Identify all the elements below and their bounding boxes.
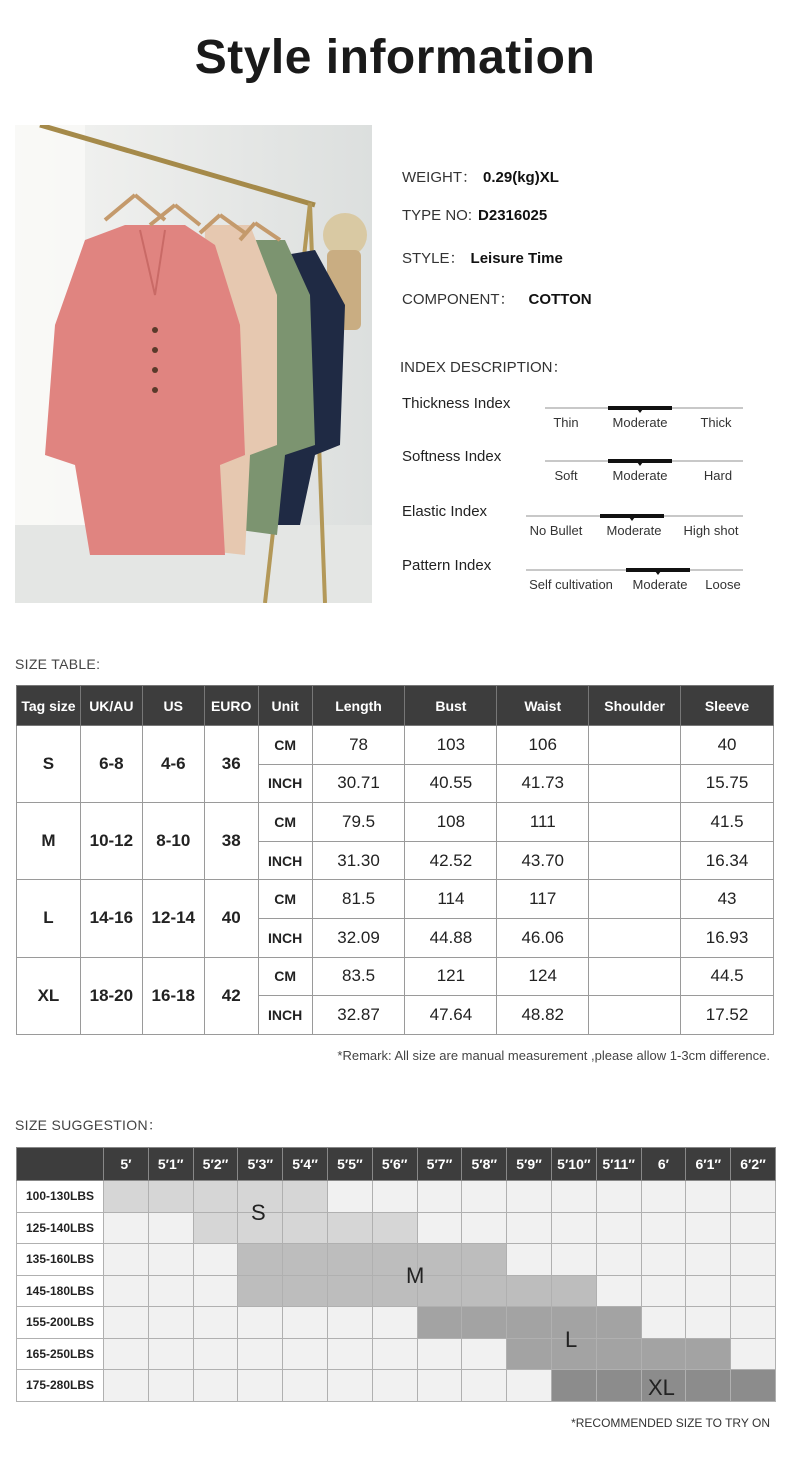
header-tag-size: Tag size <box>17 686 81 726</box>
info-style <box>402 247 563 268</box>
grid-cell <box>283 1370 328 1402</box>
measure-cell: 32.09 <box>312 918 405 957</box>
suggestion-header <box>17 1148 776 1181</box>
header-uk-au: UK/AU <box>80 686 142 726</box>
measure-cell: 121 <box>405 957 497 996</box>
grid-cell <box>238 1370 283 1402</box>
header-unit: Unit <box>258 686 312 726</box>
index-option-selected: Moderate <box>632 577 688 592</box>
weight-cell: 100-130LBS <box>17 1181 104 1213</box>
unit-cell: CM <box>258 880 312 919</box>
remark-note: *Remark: All size are manual measurement ,please allow 1-3cm difference. <box>337 1048 770 1063</box>
unit-cell: INCH <box>258 841 312 880</box>
grid-cell <box>686 1181 731 1213</box>
zone-cell-m <box>462 1244 507 1276</box>
height-header: 5′4″ <box>283 1148 328 1181</box>
index-label: Softness Index <box>402 448 502 465</box>
measure-cell <box>589 764 681 803</box>
zone-label-xl: XL <box>648 1375 675 1400</box>
zone-cell-s <box>372 1212 417 1244</box>
suggestion-row <box>17 1212 776 1244</box>
suggestion-row <box>17 1275 776 1307</box>
grid-cell <box>551 1244 596 1276</box>
weight-label: WEIGHT： <box>402 169 477 186</box>
measure-cell: 16.93 <box>681 918 774 957</box>
height-header: 6′2″ <box>731 1148 776 1181</box>
index-option-selected: Moderate <box>612 415 668 430</box>
measure-cell: 40 <box>681 726 774 765</box>
uk-au-cell: 14-16 <box>80 880 142 957</box>
zone-cell-m <box>238 1244 283 1276</box>
index-option: High shot <box>683 523 739 538</box>
zone-cell-m <box>507 1275 552 1307</box>
index-option: No Bullet <box>529 523 583 538</box>
zone-cell-m <box>283 1244 328 1276</box>
header-length: Length <box>312 686 405 726</box>
index-label: Thickness Index <box>402 395 511 412</box>
zone-cell-m <box>327 1244 372 1276</box>
grid-cell <box>551 1212 596 1244</box>
zone-cell-s <box>193 1212 238 1244</box>
measure-cell <box>589 996 681 1035</box>
measure-cell <box>589 726 681 765</box>
measure-cell: 106 <box>497 726 589 765</box>
height-header: 5′8″ <box>462 1148 507 1181</box>
zone-cell-xl <box>686 1370 731 1402</box>
zone-cell-s <box>148 1181 193 1213</box>
zone-cell-xl <box>596 1370 641 1402</box>
style-label: STYLE： <box>402 250 465 267</box>
zone-cell-m <box>462 1275 507 1307</box>
measure-cell: 48.82 <box>497 996 589 1035</box>
size-table-header <box>17 686 774 726</box>
grid-cell <box>641 1212 686 1244</box>
grid-cell <box>104 1338 149 1370</box>
grid-cell <box>148 1212 193 1244</box>
index-option-selected: Moderate <box>606 523 662 538</box>
measure-cell: 43.70 <box>497 841 589 880</box>
grid-cell <box>372 1338 417 1370</box>
measure-cell: 47.64 <box>405 996 497 1035</box>
height-header: 5′5″ <box>327 1148 372 1181</box>
grid-cell <box>462 1181 507 1213</box>
height-header: 6′1″ <box>686 1148 731 1181</box>
euro-cell: 40 <box>204 880 258 957</box>
measure-cell: 103 <box>405 726 497 765</box>
tag-size-cell: XL <box>17 957 81 1034</box>
index-label: Pattern Index <box>402 557 492 574</box>
zone-cell-s <box>104 1181 149 1213</box>
grid-cell <box>641 1307 686 1339</box>
info-type <box>402 207 547 224</box>
tag-size-cell: M <box>17 803 81 880</box>
index-marker <box>626 568 690 572</box>
header-bust: Bust <box>405 686 497 726</box>
recommend-note: *RECOMMENDED SIZE TO TRY ON <box>571 1416 770 1430</box>
grid-cell <box>327 1181 372 1213</box>
grid-cell <box>507 1212 552 1244</box>
header-euro: EURO <box>204 686 258 726</box>
index-option: Hard <box>703 468 733 483</box>
height-header: 5′1″ <box>148 1148 193 1181</box>
suggestion-row <box>17 1307 776 1339</box>
table-row <box>17 803 774 842</box>
suggestion-row <box>17 1338 776 1370</box>
size-suggestion-label: SIZE SUGGESTION： <box>15 1117 163 1133</box>
weight-cell: 145-180LBS <box>17 1275 104 1307</box>
measure-cell: 17.52 <box>681 996 774 1035</box>
zone-cell-s <box>283 1212 328 1244</box>
grid-cell <box>731 1275 776 1307</box>
zone-cell-m <box>327 1275 372 1307</box>
grid-cell <box>596 1212 641 1244</box>
us-cell: 8-10 <box>142 803 204 880</box>
measure-cell: 30.71 <box>312 764 405 803</box>
grid-cell <box>731 1338 776 1370</box>
us-cell: 16-18 <box>142 957 204 1034</box>
elastic-index <box>400 503 760 543</box>
height-header: 5′3″ <box>238 1148 283 1181</box>
grid-cell <box>641 1244 686 1276</box>
height-header: 5′11″ <box>596 1148 641 1181</box>
pattern-index <box>400 557 760 597</box>
component-label: COMPONENT： <box>402 291 515 308</box>
index-marker <box>600 514 664 518</box>
grid-cell <box>731 1244 776 1276</box>
measure-cell: 111 <box>497 803 589 842</box>
suggestion-row <box>17 1244 776 1276</box>
measure-cell <box>589 841 681 880</box>
header-waist: Waist <box>497 686 589 726</box>
size-table-label: SIZE TABLE: <box>15 656 101 672</box>
measure-cell <box>589 957 681 996</box>
grid-cell <box>641 1275 686 1307</box>
euro-cell: 38 <box>204 803 258 880</box>
grid-cell <box>417 1370 462 1402</box>
zone-label-m: M <box>406 1263 425 1288</box>
info-component <box>402 288 592 309</box>
index-description-label: INDEX DESCRIPTION： <box>400 359 568 376</box>
grid-cell <box>104 1275 149 1307</box>
grid-cell <box>238 1338 283 1370</box>
height-header: 5′9″ <box>507 1148 552 1181</box>
page-title: Style information <box>194 31 596 84</box>
suggestion-row <box>17 1181 776 1213</box>
measure-cell: 41.5 <box>681 803 774 842</box>
grid-cell <box>686 1212 731 1244</box>
softness-index <box>400 448 760 488</box>
tag-size-cell: L <box>17 880 81 957</box>
size-table <box>16 685 774 1035</box>
measure-cell: 114 <box>405 880 497 919</box>
index-option: Thick <box>700 415 732 430</box>
zone-cell-xl <box>731 1370 776 1402</box>
zone-cell-s <box>327 1212 372 1244</box>
height-header: 5′ <box>104 1148 149 1181</box>
grid-cell <box>686 1275 731 1307</box>
index-option: Self cultivation <box>529 577 613 592</box>
zone-cell-l <box>462 1307 507 1339</box>
zone-cell-l <box>686 1338 731 1370</box>
grid-cell <box>372 1370 417 1402</box>
header-us: US <box>142 686 204 726</box>
product-photo <box>15 125 372 603</box>
weight-cell: 155-200LBS <box>17 1307 104 1339</box>
grid-cell <box>148 1244 193 1276</box>
unit-cell: INCH <box>258 996 312 1035</box>
grid-cell <box>148 1275 193 1307</box>
unit-cell: CM <box>258 726 312 765</box>
grid-cell <box>148 1307 193 1339</box>
grid-cell <box>104 1370 149 1402</box>
grid-cell <box>596 1181 641 1213</box>
grid-cell <box>372 1181 417 1213</box>
index-scale <box>526 515 743 517</box>
measure-cell: 16.34 <box>681 841 774 880</box>
grid-cell <box>283 1338 328 1370</box>
height-header: 5′2″ <box>193 1148 238 1181</box>
measure-cell: 41.73 <box>497 764 589 803</box>
index-label: Elastic Index <box>402 503 488 520</box>
measure-cell: 40.55 <box>405 764 497 803</box>
grid-cell <box>507 1181 552 1213</box>
measure-cell: 108 <box>405 803 497 842</box>
grid-cell <box>104 1244 149 1276</box>
grid-cell <box>417 1338 462 1370</box>
style-value: Leisure Time <box>470 250 563 267</box>
tag-size-cell: S <box>17 726 81 803</box>
zone-cell-m <box>551 1275 596 1307</box>
grid-cell <box>731 1307 776 1339</box>
grid-cell <box>193 1244 238 1276</box>
measure-cell: 46.06 <box>497 918 589 957</box>
weight-cell: 135-160LBS <box>17 1244 104 1276</box>
grid-cell <box>686 1307 731 1339</box>
grid-cell <box>104 1212 149 1244</box>
grid-cell <box>283 1307 328 1339</box>
measure-cell: 15.75 <box>681 764 774 803</box>
unit-cell: INCH <box>258 918 312 957</box>
grid-cell <box>327 1338 372 1370</box>
unit-cell: CM <box>258 957 312 996</box>
zone-cell-l <box>596 1338 641 1370</box>
height-header: 6′ <box>641 1148 686 1181</box>
grid-cell <box>596 1275 641 1307</box>
zone-cell-l <box>507 1307 552 1339</box>
measure-cell: 44.5 <box>681 957 774 996</box>
thickness-index <box>400 395 760 435</box>
index-scale <box>526 569 743 571</box>
index-option: Loose <box>705 577 741 592</box>
zone-label-l: L <box>565 1327 578 1352</box>
header-shoulder: Shoulder <box>589 686 681 726</box>
euro-cell: 36 <box>204 726 258 803</box>
weight-cell: 125-140LBS <box>17 1212 104 1244</box>
measure-cell: 117 <box>497 880 589 919</box>
zone-cell-m <box>238 1275 283 1307</box>
zone-cell-m <box>283 1275 328 1307</box>
euro-cell: 42 <box>204 957 258 1034</box>
index-option: Thin <box>553 415 579 430</box>
grid-cell <box>148 1338 193 1370</box>
grid-cell <box>462 1370 507 1402</box>
zone-cell-l <box>417 1307 462 1339</box>
measure-cell <box>589 803 681 842</box>
height-header: 5′7″ <box>417 1148 462 1181</box>
table-row <box>17 957 774 996</box>
grid-cell <box>193 1338 238 1370</box>
us-cell: 12-14 <box>142 880 204 957</box>
table-row <box>17 880 774 919</box>
uk-au-cell: 18-20 <box>80 957 142 1034</box>
measure-cell: 31.30 <box>312 841 405 880</box>
unit-cell: CM <box>258 803 312 842</box>
grid-cell <box>686 1244 731 1276</box>
index-marker <box>608 459 672 463</box>
grid-cell <box>731 1181 776 1213</box>
zone-cell-s <box>193 1181 238 1213</box>
measure-cell: 78 <box>312 726 405 765</box>
uk-au-cell: 10-12 <box>80 803 142 880</box>
index-option-selected: Moderate <box>612 468 668 483</box>
zone-cell-l <box>507 1338 552 1370</box>
grid-cell <box>462 1338 507 1370</box>
grid-cell <box>193 1370 238 1402</box>
unit-cell: INCH <box>258 764 312 803</box>
height-header: 5′10″ <box>551 1148 596 1181</box>
weight-value: 0.29(kg)XL <box>483 169 559 186</box>
us-cell: 4-6 <box>142 726 204 803</box>
type-value: D2316025 <box>478 207 548 224</box>
grid-cell <box>104 1307 149 1339</box>
header-sleeve: Sleeve <box>681 686 774 726</box>
zone-label-s: S <box>251 1200 266 1225</box>
measure-cell <box>589 880 681 919</box>
index-marker <box>608 406 672 410</box>
grid-cell <box>238 1307 283 1339</box>
measure-cell: 42.52 <box>405 841 497 880</box>
grid-cell <box>417 1181 462 1213</box>
measure-cell: 32.87 <box>312 996 405 1035</box>
grid-cell <box>596 1244 641 1276</box>
measure-cell: 43 <box>681 880 774 919</box>
measure-cell: 83.5 <box>312 957 405 996</box>
zone-cell-xl <box>551 1370 596 1402</box>
info-weight <box>402 166 559 187</box>
measure-cell: 44.88 <box>405 918 497 957</box>
zone-cell-s <box>283 1181 328 1213</box>
zone-cell-l <box>641 1338 686 1370</box>
component-value: COTTON <box>528 291 592 308</box>
grid-cell <box>641 1181 686 1213</box>
grid-cell <box>193 1275 238 1307</box>
measure-cell <box>589 918 681 957</box>
grid-cell <box>193 1307 238 1339</box>
measure-cell: 124 <box>497 957 589 996</box>
measure-cell: 81.5 <box>312 880 405 919</box>
index-scale <box>545 460 743 462</box>
grid-cell <box>462 1212 507 1244</box>
uk-au-cell: 6-8 <box>80 726 142 803</box>
grid-cell <box>148 1370 193 1402</box>
grid-cell <box>327 1307 372 1339</box>
grid-cell <box>372 1307 417 1339</box>
type-label: TYPE NO: <box>402 207 473 224</box>
zone-cell-l <box>596 1307 641 1339</box>
grid-cell <box>507 1244 552 1276</box>
grid-cell <box>417 1212 462 1244</box>
index-scale <box>545 407 743 409</box>
grid-cell <box>507 1370 552 1402</box>
height-header: 5′6″ <box>372 1148 417 1181</box>
grid-cell <box>731 1212 776 1244</box>
grid-cell <box>327 1370 372 1402</box>
weight-cell: 165-250LBS <box>17 1338 104 1370</box>
size-suggestion-grid <box>16 1147 776 1402</box>
measure-cell: 79.5 <box>312 803 405 842</box>
grid-cell <box>551 1181 596 1213</box>
table-row <box>17 726 774 765</box>
index-option: Soft <box>554 468 578 483</box>
weight-cell: 175-280LBS <box>17 1370 104 1402</box>
